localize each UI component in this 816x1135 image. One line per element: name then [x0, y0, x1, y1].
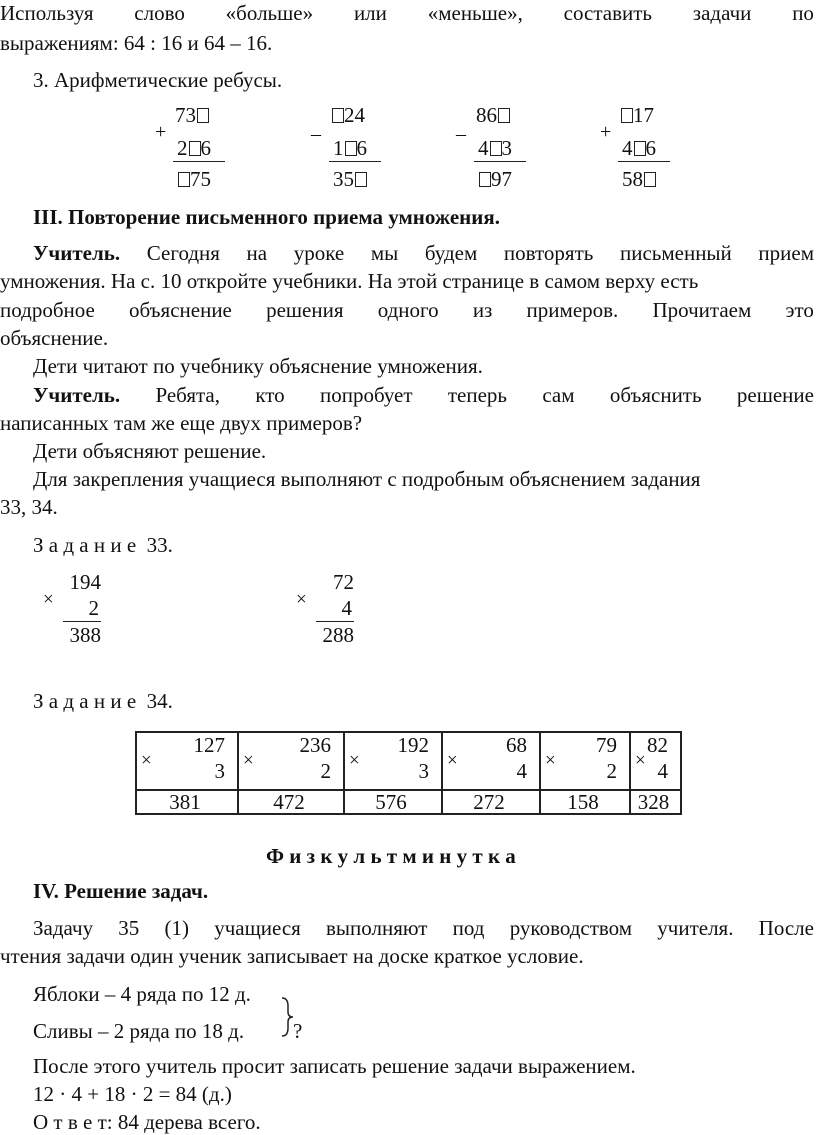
solution-expression: 12 · 4 + 18 · 2 = 84 (д.) — [33, 1082, 232, 1106]
word: Задачу — [33, 916, 94, 940]
word: будем — [424, 241, 478, 265]
rebus-result — [177, 167, 211, 191]
word: «больше» — [225, 1, 314, 25]
product: 388 — [69, 623, 101, 647]
word: теперь — [447, 383, 508, 407]
word: Сегодня — [146, 241, 220, 265]
times-icon: × — [296, 589, 307, 610]
multiplicand: 194 — [69, 570, 101, 594]
word: на — [246, 241, 268, 265]
rebus-mid-b: 6 — [200, 136, 211, 160]
cell-multiplier: 3 — [214, 759, 225, 783]
word: прием — [758, 241, 814, 265]
rebus-line — [329, 161, 381, 162]
word: по — [792, 1, 814, 25]
times-icon: × — [349, 750, 360, 771]
word: Прочитаем — [652, 298, 752, 322]
word: решение — [736, 383, 814, 407]
teacher2-line-2: написанных там же еще двух примеров? — [0, 411, 363, 435]
rebus-top — [331, 103, 365, 127]
teacher-label: Учитель. — [33, 241, 121, 265]
cell-multiplicand: 127 — [193, 733, 225, 757]
rebus-mid-b: 6 — [356, 136, 367, 160]
cell-product: 381 — [169, 790, 201, 814]
rebus-res-digits: 35 — [333, 167, 354, 191]
rebus-top — [620, 103, 654, 127]
rebus-top-digits: 24 — [344, 103, 365, 127]
word: руководством — [509, 916, 633, 940]
rebus-top-digits: 73 — [175, 103, 196, 127]
rebus-sign: – — [456, 123, 466, 145]
times-icon: × — [43, 589, 54, 610]
teacher-request: После этого учитель просит записать решение задачи выражением. — [33, 1054, 636, 1078]
multiplier: 2 — [88, 596, 99, 620]
word: сам — [542, 383, 575, 407]
section4-heading: IV. Решение задач. — [33, 879, 209, 903]
consolidation-line-2: 33, 34. — [0, 495, 58, 519]
answer-line — [33, 1109, 261, 1135]
digit-box — [621, 108, 633, 123]
word: учителя. — [657, 916, 734, 940]
word: 35 — [118, 916, 140, 940]
cell-product: 472 — [273, 790, 305, 814]
digit-box — [498, 108, 510, 123]
rebus-result — [622, 167, 656, 191]
word: или — [353, 1, 387, 25]
teacher-paragraph-line-4: объяснение. — [0, 326, 109, 350]
cell-product: 328 — [637, 790, 670, 814]
rebus-mid — [478, 136, 512, 160]
teacher2-line-1 — [0, 382, 814, 408]
word: Используя — [0, 1, 94, 25]
task33-label: З а д а н и е 33. — [33, 533, 173, 557]
rebus-res-digits: 58 — [622, 167, 643, 191]
rebus-mid-a: 4 — [622, 136, 633, 160]
times-icon: × — [545, 750, 556, 771]
word: (1) — [164, 916, 189, 940]
cell-multiplicand: 236 — [299, 733, 331, 757]
rebus-heading: 3. Арифметические ребусы. — [33, 68, 283, 92]
word: из — [472, 298, 493, 322]
word: Ребята, — [155, 383, 221, 407]
word: составить — [563, 1, 652, 25]
word: повторять — [503, 241, 594, 265]
product: 288 — [322, 623, 354, 647]
rebus-top — [175, 103, 209, 127]
rebus-mid-a: 2 — [177, 136, 188, 160]
rebus-sign: + — [600, 121, 612, 143]
cell-product: 576 — [375, 790, 407, 814]
teacher-paragraph-line-3 — [0, 297, 814, 323]
word: объяснение — [129, 298, 232, 322]
rebus-line — [474, 161, 526, 162]
intro-line-2: выражениям: 64 : 16 и 64 – 16. — [0, 31, 273, 55]
cell-product: 272 — [473, 790, 505, 814]
word: одного — [377, 298, 439, 322]
rebus-result — [333, 167, 367, 191]
rebus-mid-a: 1 — [333, 136, 344, 160]
apples-condition: Яблоки – 4 ряда по 12 д. — [33, 982, 251, 1006]
rebus-mid — [333, 136, 367, 160]
times-icon: × — [243, 750, 254, 771]
word: выполняют — [326, 916, 428, 940]
digit-box — [634, 141, 646, 156]
plums-condition: Сливы – 2 ряда по 18 д. — [33, 1019, 245, 1043]
cell-multiplier: 2 — [320, 759, 331, 783]
teacher-paragraph-line-2: умножения. На с. 10 откройте учебники. На этой странице в самом верху есть — [0, 269, 699, 293]
rebus-top — [476, 103, 510, 127]
word: После — [758, 916, 814, 940]
rebus-mid — [177, 136, 211, 160]
word: слово — [134, 1, 185, 25]
word: кто — [255, 383, 285, 407]
answer-label: О т в е т: — [33, 1110, 113, 1134]
rebus-mid-b: 3 — [501, 136, 512, 160]
rebus-mid-b: 6 — [645, 136, 656, 160]
task34-label: З а д а н и е 34. — [33, 689, 173, 713]
task35-line-2: чтения задачи один ученик записывает на доске краткое условие. — [0, 944, 584, 968]
rebus-mid — [622, 136, 656, 160]
digit-box — [479, 172, 491, 187]
rebus-result — [478, 167, 512, 191]
multiplicand: 72 — [333, 570, 354, 594]
times-icon: × — [447, 750, 458, 771]
digit-box — [197, 108, 209, 123]
rebus-sign: + — [155, 121, 167, 143]
digit-box — [178, 172, 190, 187]
rebus-mid-a: 4 — [478, 136, 489, 160]
rebus-res-digits: 97 — [491, 167, 512, 191]
intro-line-1 — [0, 0, 814, 26]
cell-multiplier: 2 — [606, 759, 617, 783]
word: попробует — [319, 383, 413, 407]
cell-multiplicand: 82 — [647, 733, 668, 757]
rebus-top-digits: 17 — [633, 103, 654, 127]
times-icon: × — [635, 750, 646, 771]
table-col-border — [680, 731, 682, 815]
digit-box — [490, 141, 502, 156]
brace-question: ? — [293, 1019, 303, 1043]
cell-product: 158 — [567, 790, 599, 814]
times-icon: × — [141, 750, 152, 771]
cell-multiplicand: 192 — [397, 733, 429, 757]
product-line — [316, 621, 354, 622]
consolidation-line-1: Для закрепления учащиеся выполняют с подробным объяснением задания — [33, 467, 701, 491]
multiplier: 4 — [341, 596, 352, 620]
digit-box — [644, 172, 656, 187]
digit-box — [355, 172, 367, 187]
rebus-top-digits: 86 — [476, 103, 497, 127]
cell-multiplicand: 68 — [506, 733, 527, 757]
word: это — [785, 298, 814, 322]
rebus-line — [173, 161, 225, 162]
cell-multiplier: 4 — [516, 759, 527, 783]
children-explain: Дети объясняют решение. — [33, 439, 267, 463]
cell-multiplier: 4 — [657, 759, 668, 783]
section3-heading: III. Повторение письменного приема умножения. — [33, 205, 500, 229]
rebus-line — [618, 161, 670, 162]
children-read: Дети читают по учебнику объяснение умножения. — [33, 354, 483, 378]
word: учащиеся — [214, 916, 301, 940]
product-line — [63, 621, 101, 622]
word: уроке — [293, 241, 345, 265]
word: примеров. — [526, 298, 619, 322]
teacher-label: Учитель. — [33, 383, 121, 407]
brace-icon — [280, 996, 294, 1038]
word: задачи — [692, 1, 752, 25]
digit-box — [332, 108, 344, 123]
rebus-sign: – — [311, 123, 321, 145]
word: решения — [266, 298, 344, 322]
rebus-res-digits: 75 — [190, 167, 211, 191]
word: письменный — [619, 241, 732, 265]
fizminutka-heading: Ф и з к у л ь т м и н у т к а — [266, 844, 516, 868]
word: «меньше», — [427, 1, 523, 25]
digit-box — [189, 141, 201, 156]
teacher-paragraph-line-1 — [0, 240, 814, 266]
word: подробное — [0, 298, 95, 322]
word: мы — [370, 241, 399, 265]
answer-text: 84 дерева всего. — [112, 1110, 261, 1134]
cell-multiplicand: 79 — [596, 733, 617, 757]
digit-box — [345, 141, 357, 156]
cell-multiplier: 3 — [418, 759, 429, 783]
word: объяснить — [609, 383, 702, 407]
task35-line-1 — [0, 915, 814, 941]
word: под — [452, 916, 485, 940]
